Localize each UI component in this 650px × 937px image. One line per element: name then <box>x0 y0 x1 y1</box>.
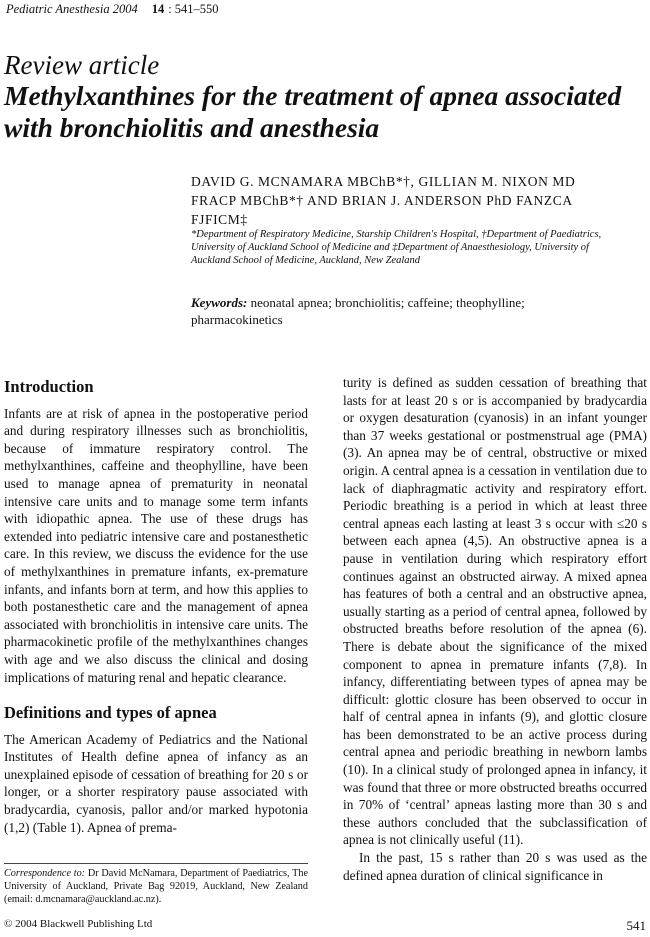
section-heading-definitions: Definitions and types of apnea <box>4 703 217 723</box>
article-type: Review article <box>4 50 160 80</box>
introduction-paragraph: Infants are at risk of apnea in the postoperative period and during respiratory illnesses such as bronchiolitis, because of immature respiratory control. The methylxanthines, caffeine and theophylline, have been used to manage apnea of prematurity in neonatal intensive care units and to manage some term infants with idiopathic apnea. The use of these drugs has extended into pediatric intensive care and postanesthetic care. In this review, we discuss the evidence for the use of methylxanthines in premature infants, ex-premature infants, and infants born at term, and how this applies to both postanesthetic care and the management of apnea associated with bronchiolitis in intensive care units. The pharmacokinetic profile of the methylxanthines changes with age and we also discuss the clinical and dosing implications of maturing renal and hepatic clearance. <box>4 405 308 685</box>
section-heading-introduction: Introduction <box>4 377 94 396</box>
running-head <box>6 2 219 17</box>
correspondence-label: Correspondence to: <box>4 868 86 879</box>
left-column <box>4 374 308 836</box>
author-list: DAVID G. MCNAMARA MBChB*†, GILLIAN M. NIXON MD FRACP MBChB*† AND BRIAN J. ANDERSON PhD FANZCA FJFICM‡ <box>191 174 576 227</box>
article-title: Methylxanthines for the treatment of apnea associated with bronchiolitis and anesthesia <box>4 80 622 143</box>
definitions-paragraph: The American Academy of Pediatrics and the National Institutes of Health define apnea of infancy as an unexplained episode of cessation of breathing for 20 s or longer, or a shorter respiratory pause associated with bradycardia, cyanosis, pallor and/or marked hypotonia (1,2) (Table 1). Apnea of prema- <box>4 731 308 835</box>
right-column <box>343 374 647 884</box>
definitions-paragraph-next: In the past, 15 s rather than 20 s was used as the defined apnea duration of clinical significance in <box>343 850 647 883</box>
correspondence-text: Dr David McNamara, Department of Paediatrics, The University of Auckland, Private Bag 92019, Auckland, New Zealand (email: d.mcnamara@auckland.ac.nz). <box>4 868 309 905</box>
page-range: : 541–550 <box>168 2 219 16</box>
correspondence <box>4 863 308 906</box>
copyright: © 2004 Blackwell Publishing Ltd <box>4 918 153 930</box>
affiliations: *Department of Respiratory Medicine, Starship Children's Hospital, †Department of Paediatrics, University of Auckland School of Medicine and ‡Department of Anaesthesiology, University of Auckland School of Medicine, Auckland, New Zealand <box>191 229 602 266</box>
keywords-label: Keywords: <box>191 295 248 310</box>
definitions-paragraph-continued: turity is defined as sudden cessation of breathing that lasts for at least 20 s or is accompanied by bradycardia or oxygen desaturation (cyanosis) in an infant younger than 37 weeks gestational or postmenstrual age (PMA) (3). An apnea may be of central, obstructive or mixed origin. A central apnea is a cessation in ventilation due to lack of diaphragmatic activity and respiratory effort. Periodic breathing is a period in which at least three central apneas each lasting at least 3 s occur with ≤20 s between each apnea (4,5). An obstructive apnea is a pause in ventilation during which respiratory effort continues against an obstructed airway. A mixed apnea has features of both a central and an obstructive apnea, usually starting as a period of central apnea, followed by obstructed breaths before resolution of the apnea (6). There is debate about the significance of the mixed component to apnea in premature infants (7,8). In infancy, differentiating between types of apnea may be difficult: glottic closure has been observed to occur in half of central apnea in infants (9), and glottic closure has been demonstrated to be an active process during central apnea and periodic breathing in newborn lambs (10). In a clinical study of prolonged apnea in infancy, it was found that three or more obstructed breaths occurred in 70% of ‘central’ apneas lasting more than 30 s and these authors concluded that the subclassification of apnea is not clinically useful (11). <box>343 375 647 848</box>
page-number: 541 <box>626 918 646 933</box>
volume: 14 <box>151 2 165 16</box>
keywords-text: neonatal apnea; bronchiolitis; caffeine; theophylline; pharmacokinetics <box>191 295 525 327</box>
keywords <box>191 294 611 328</box>
journal-name: Pediatric Anesthesia 2004 <box>6 2 138 16</box>
